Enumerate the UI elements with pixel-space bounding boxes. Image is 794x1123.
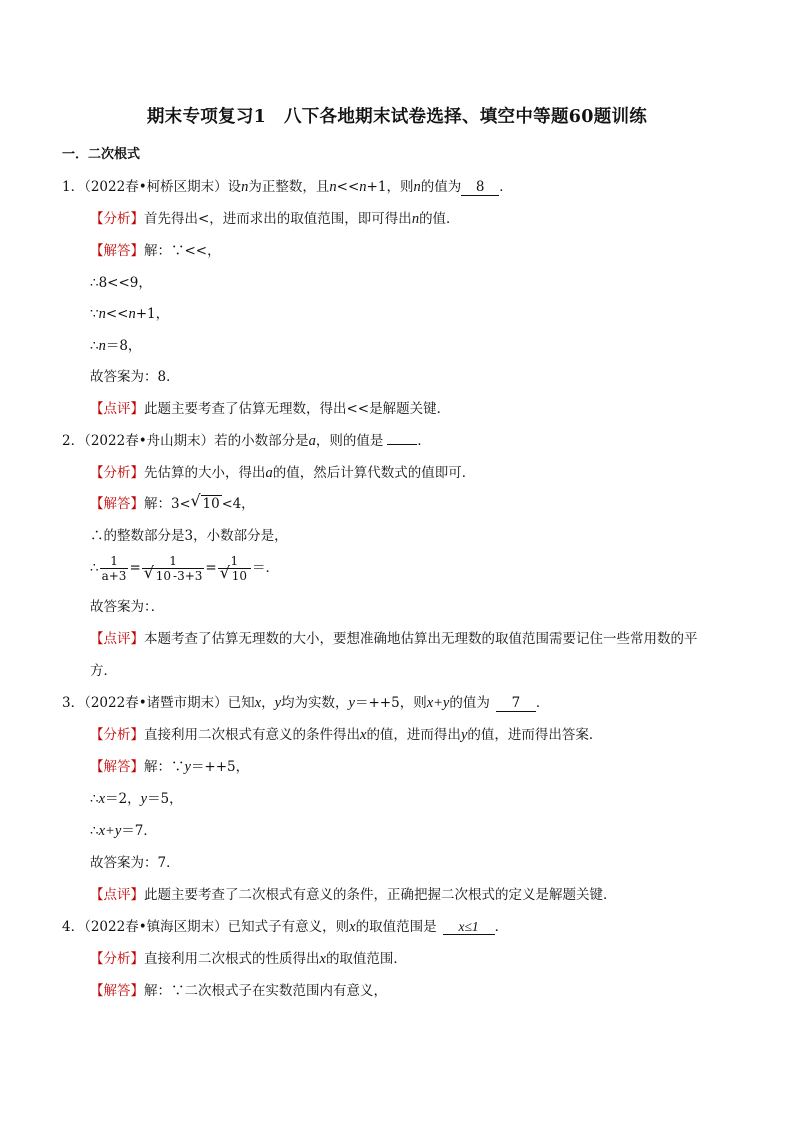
q3-number: 3． (62, 695, 85, 711)
q3-var-xy: x+y (98, 823, 122, 839)
q3-analysis-text: 直接利用二次根式有意义的条件得出 (144, 727, 360, 743)
q2-solution (90, 491, 255, 514)
q2-comment-continuation: 方． (90, 663, 117, 679)
q4-solution (90, 982, 387, 1000)
denominator (142, 563, 205, 583)
q3-text: 的值为 (449, 695, 490, 711)
q4-source: （2022春•镇海区期末） (84, 919, 228, 935)
q3-comment-text: 此题主要考查了二次根式有意义的条件，正确把握二次根式的定义是解题关键． (144, 887, 617, 903)
q2-var-a: a (265, 465, 273, 481)
q1-text: 为正整数，且 (248, 179, 330, 195)
denominator: a+3 (101, 569, 127, 583)
q2-text: ． (417, 433, 431, 449)
numerator: 1 (230, 554, 239, 568)
q1-text: 设 (227, 179, 242, 195)
q1-var-n: n (359, 179, 367, 195)
q1-number: 1． (62, 179, 85, 195)
solution-tag: 【解答】 (90, 759, 144, 775)
q2-answer-blank (387, 444, 417, 445)
q2-fraction-line (90, 553, 279, 583)
sqrt-radicand: 10 (231, 569, 248, 583)
q1-var-n: n (98, 306, 106, 322)
q1-solution-text: ∴ (90, 338, 99, 354)
sqrt-radical-icon: √ (190, 491, 201, 510)
q3-analysis-text: 的值，进而得出 (366, 727, 461, 743)
q3-final-answer: 故答案为：7． (90, 855, 180, 871)
q2-final-answer: 故答案为：． (90, 599, 165, 615)
q3-text: ＝++5，则 (354, 695, 427, 711)
numerator: 1 (110, 554, 118, 568)
q3-var-x: x (360, 727, 367, 743)
q3-solution-text: ＝2， (105, 791, 141, 807)
q1-analysis (90, 210, 460, 228)
q4-solution-text: 解：∵二次根式子在实数范围内有意义， (144, 983, 387, 999)
denominator (218, 563, 251, 583)
q2-solution-line: ∴的整数部分是3，小数部分是， (90, 528, 288, 544)
q1-solution-text: +1， (135, 306, 170, 322)
q4-number: 4． (62, 919, 85, 935)
q3-answer-blank: 7 (496, 696, 536, 712)
q2-source: （2022春•舟山期末） (84, 433, 215, 449)
solution-tag: 【解答】 (90, 496, 144, 512)
q3-text: 均为实数， (281, 695, 349, 711)
equals-sign: = (129, 560, 141, 576)
q3-var-y: y (274, 695, 282, 711)
q4-text: 的取值范围是 (355, 919, 437, 935)
q1-text: 的值为 (420, 179, 462, 195)
q3-var-y: y (140, 791, 148, 807)
solution-tag: 【解答】 (90, 983, 144, 999)
q2-analysis (90, 464, 475, 482)
q2-analysis-text: 的值，然后计算代数式的值即可． (272, 465, 476, 481)
q1-solution-line (90, 337, 141, 355)
comment-tag: 【点评】 (90, 887, 144, 903)
q2-number: 2． (62, 433, 85, 449)
numerator: 1 (169, 554, 177, 568)
q4-text: ． (494, 919, 509, 935)
q3-solution-text: ＝5， (147, 791, 183, 807)
equals-sign: = (205, 560, 217, 576)
q1-final-answer: 故答案为：8． (90, 369, 180, 385)
q2-text: 若的小数部分是 (214, 433, 309, 449)
q4-answer-blank: x≤1 (443, 919, 495, 935)
q4-analysis-text: 直接利用二次根式的性质得出 (144, 951, 320, 967)
q3-source: （2022春•诸暨市期末） (84, 695, 228, 711)
q1-text: << (336, 179, 360, 195)
question-3-stem (62, 694, 549, 712)
q3-solution (90, 758, 249, 776)
q3-var-xy: x+y (426, 695, 450, 711)
q4-analysis-text: 的取值范围． (325, 951, 407, 967)
q4-text: 已知式子有意义，则 (227, 919, 350, 935)
fraction (100, 554, 129, 583)
q1-solution (90, 242, 221, 260)
q3-solution-text: 解：∵ (144, 759, 185, 775)
q3-solution-text: ＝++5， (190, 759, 250, 775)
denominator-rest: -3+3 (173, 569, 203, 583)
q3-text: ． (535, 695, 550, 711)
q1-comment (90, 400, 450, 418)
sqrt-10 (143, 563, 173, 583)
q1-var-n: n (98, 338, 106, 354)
analysis-tag: 【分析】 (90, 211, 144, 227)
solution-tag: 【解答】 (90, 243, 144, 259)
q3-analysis (90, 726, 602, 744)
sqrt-10 (219, 563, 249, 583)
fraction (142, 554, 205, 583)
q3-var-y: y (348, 695, 355, 711)
q1-analysis-text: 的值． (419, 211, 460, 227)
q1-solution-text: 解：∵<<， (144, 243, 221, 259)
q2-comment-text: 本题考查了估算无理数的大小，要想准确地估算出无理数的取值范围需要记住一些常用数的平 (144, 631, 698, 647)
q3-text: ， (261, 695, 275, 711)
q1-solution-text: << (105, 306, 129, 322)
q1-source: （2022春•柯桥区期末） (84, 179, 228, 195)
sqrt-10 (190, 491, 222, 513)
q1-var-n: n (413, 179, 421, 195)
less-than-sign: < (179, 497, 191, 512)
analysis-tag: 【分析】 (90, 727, 144, 743)
q3-var-y: y (460, 727, 468, 743)
q3-solution-text: ∴ (90, 791, 99, 807)
analysis-tag: 【分析】 (90, 951, 144, 967)
sqrt-radicand: 10 (202, 496, 220, 512)
question-1-stem (62, 178, 513, 196)
comment-tag: 【点评】 (90, 401, 144, 417)
q3-var-x: x (98, 791, 106, 807)
q1-comment-text: 此题主要考查了估算无理数，得出<<是解题关键． (144, 401, 451, 417)
q3-solution-line (90, 822, 157, 840)
q1-var-n: n (128, 306, 136, 322)
q1-var-n: n (329, 179, 337, 195)
q1-solution-text: ∵ (90, 306, 99, 322)
q3-solution-text: ＝7． (121, 823, 157, 839)
q1-var-n: n (411, 211, 420, 227)
q3-var-x: x (254, 695, 262, 711)
comment-tag: 【点评】 (90, 631, 144, 647)
q3-solution-text: ∴ (90, 823, 99, 839)
q4-analysis (90, 950, 407, 968)
q2-solution-text: ＝． (252, 560, 280, 576)
q1-solution-text: ＝8， (105, 338, 142, 354)
q1-var-n: n (241, 179, 249, 195)
question-2-stem (62, 432, 431, 450)
section-heading: 一．二次根式 (62, 147, 141, 162)
q2-comment (90, 630, 698, 648)
therefore-sign: ∴ (90, 560, 99, 576)
page-title: 期末专项复习1 八下各地期末试卷选择、填空中等题60题训练 (146, 107, 648, 127)
q2-solution-text: 4， (232, 496, 255, 512)
q1-text: ． (499, 179, 513, 195)
q3-var-y: y (184, 759, 191, 775)
q1-answer-blank: 8 (461, 180, 499, 196)
q1-analysis-text: 首先得出<，进而求出的取值范围，即可得出 (144, 211, 412, 227)
q2-var-a: a (308, 433, 316, 449)
q2-analysis-text: 先估算的大小，得出 (144, 465, 266, 481)
q1-text: +1，则 (366, 179, 414, 195)
fraction (218, 554, 251, 583)
q3-text: 已知 (227, 695, 255, 711)
sqrt-radicand: 10 (155, 569, 172, 583)
q4-var-x: x (349, 919, 356, 935)
q2-solution-text: 解：3 (144, 496, 180, 512)
q3-analysis-text: 的值，进而得出答案． (467, 727, 603, 743)
q4-var-x: x (319, 951, 326, 967)
less-than-sign: < (221, 497, 233, 512)
sqrt-radical-icon: √ (143, 563, 154, 582)
q2-text: ，则的值是 (315, 433, 384, 449)
analysis-tag: 【分析】 (90, 465, 144, 481)
sqrt-radical-icon: √ (219, 563, 230, 582)
q3-comment (90, 886, 617, 904)
q1-solution-line (90, 305, 169, 323)
q1-solution-line: ∴8<<9， (90, 275, 152, 291)
question-4-stem (62, 918, 508, 936)
q3-solution-line (90, 790, 183, 808)
